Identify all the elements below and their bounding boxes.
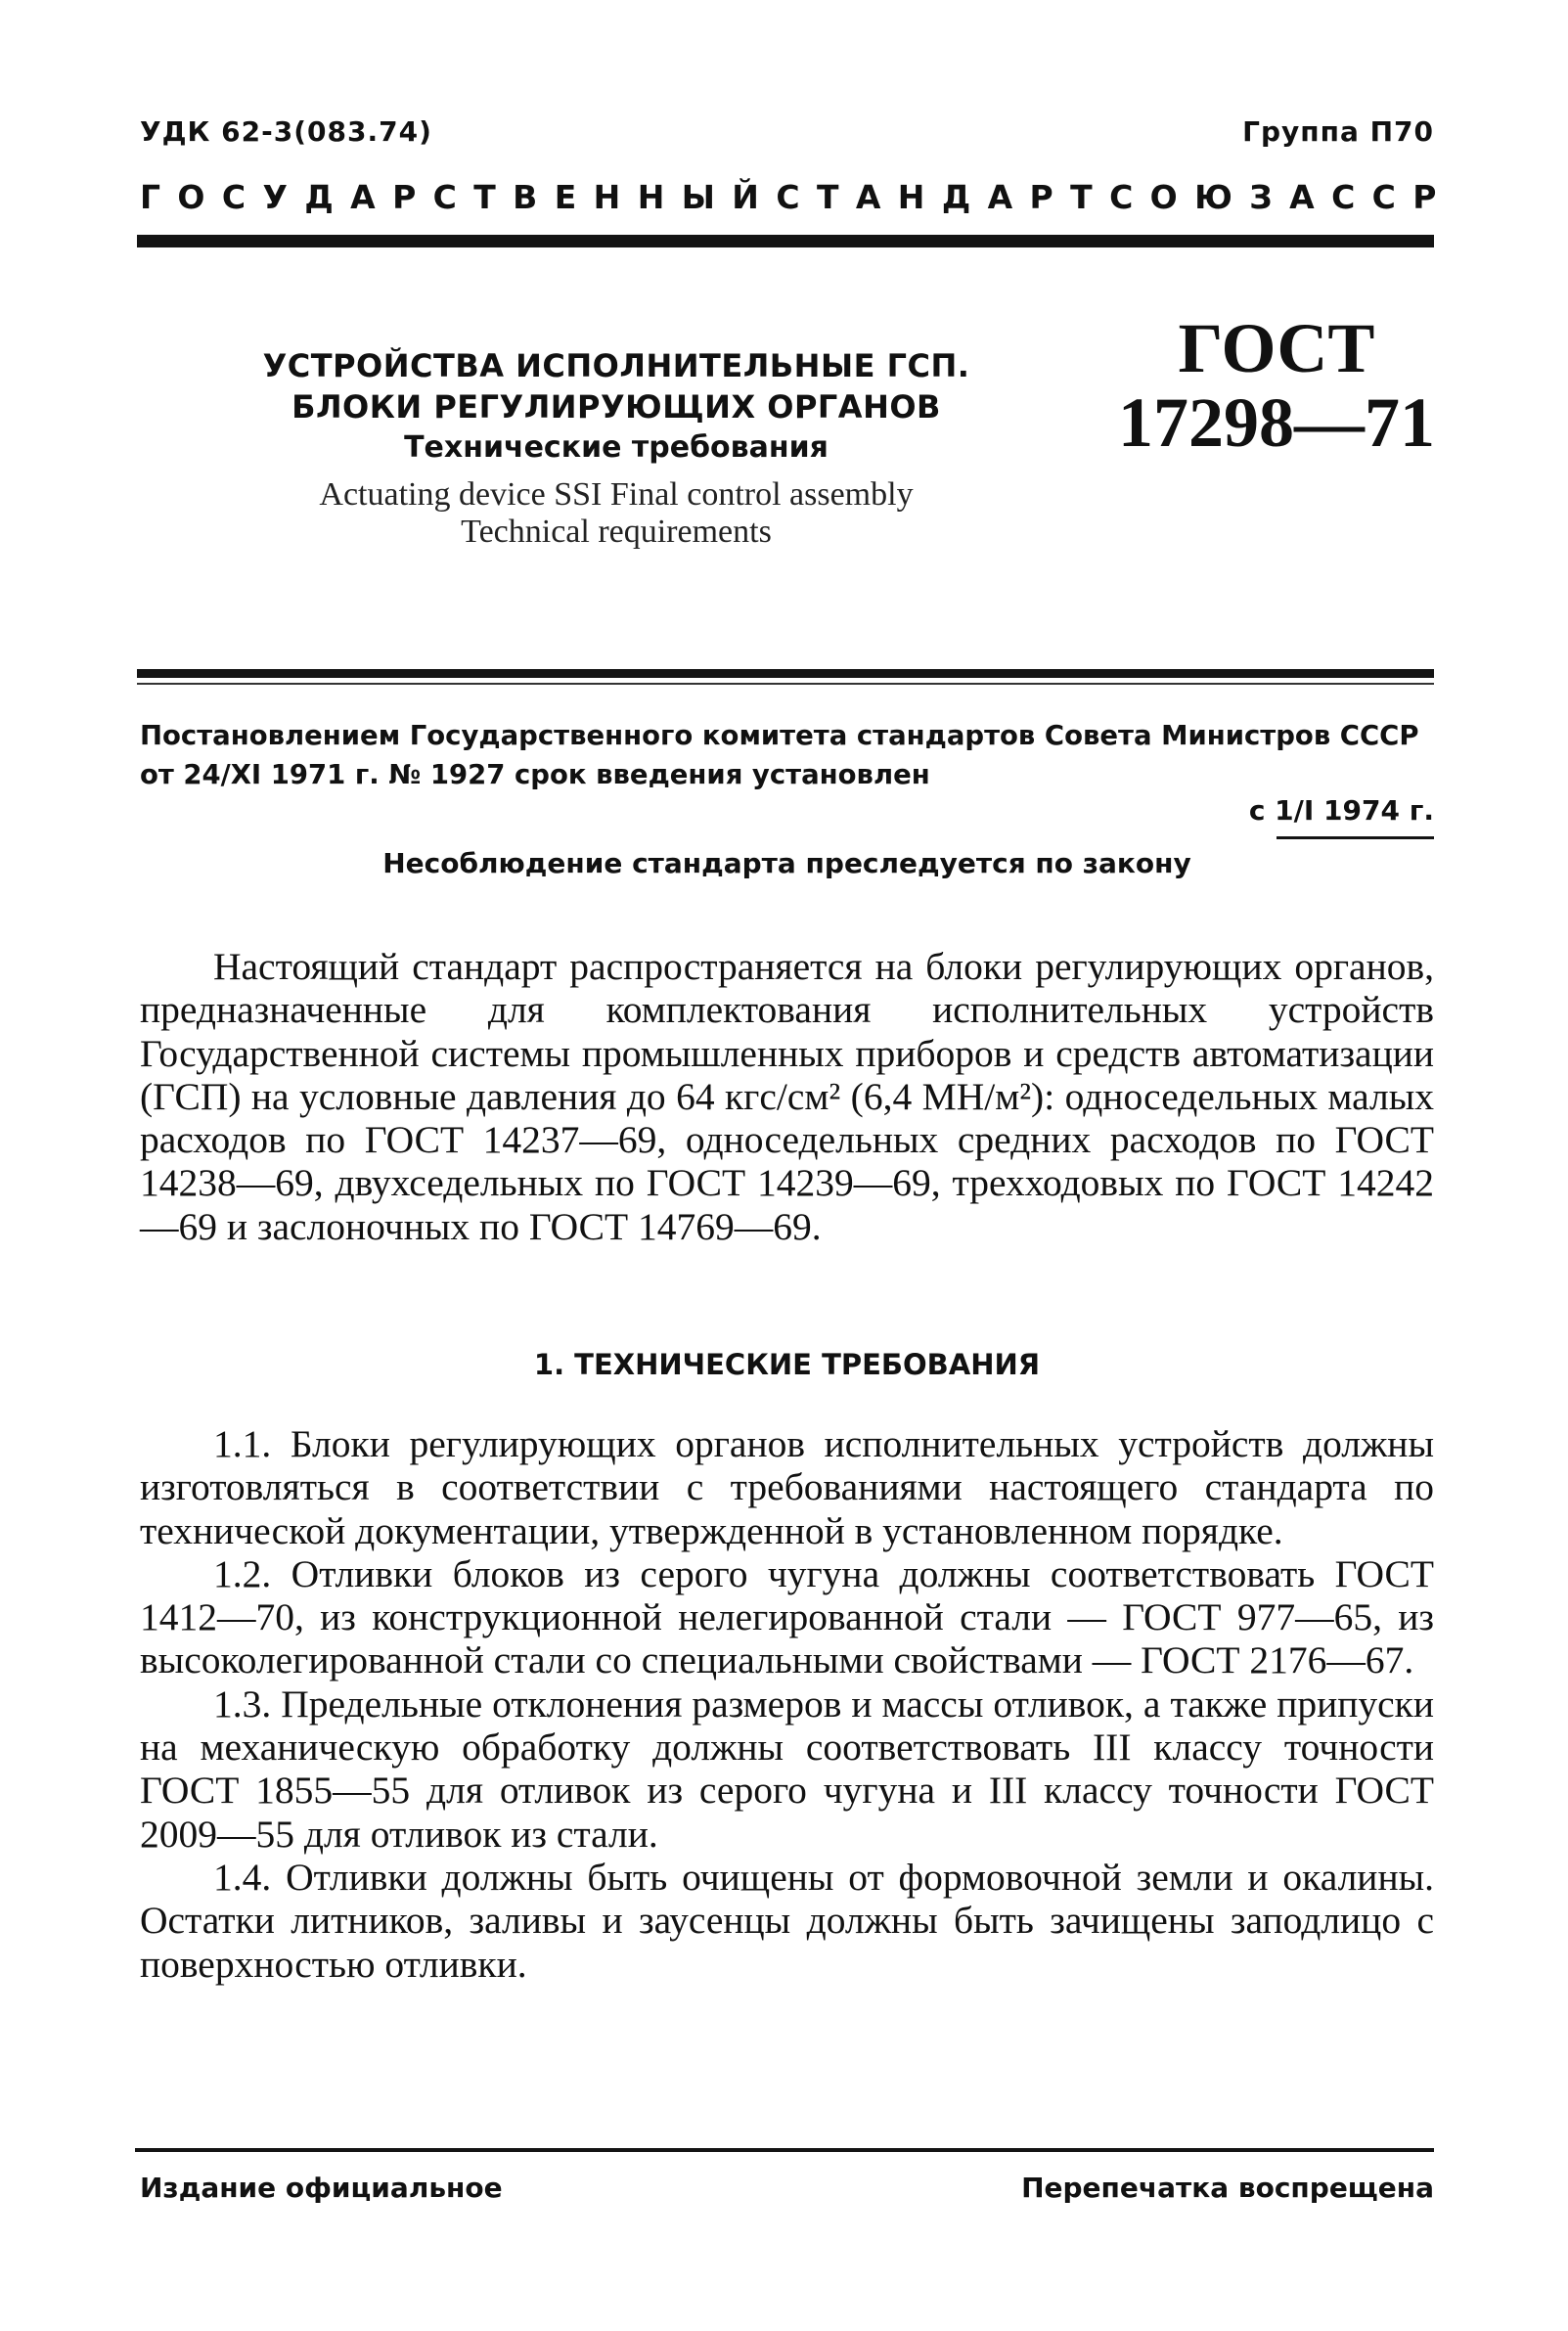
title-block bbox=[196, 345, 1037, 551]
requirement-item: 1.3. Предельные отклонения размеров и массы отливок, а также припуски на механическую обработку должны соответствовать III классу точности ГОСТ 1855—55 для отливок из серого чугуна и III классу точности ГОСТ 2009—55 для отливок из стали. bbox=[140, 1681, 1434, 1856]
decree-line: от 24/XI 1971 г. № 1927 срок введения установлен bbox=[140, 759, 930, 790]
heading-word: ССР bbox=[1331, 178, 1454, 216]
paragraph: Настоящий стандарт распространяется на блоки регулирующих органов, предназначенные для комплектования исполнительных устройств Государственной системы промышленных приборов и средств автоматизации (ГСП) на условные давления до 64 кгс/см² (6,4 МН/м²): односедельных малых расходов по ГОСТ 14237—69, односедельных средних расходов по ГОСТ 14238—69, двухседельных по ГОСТ 14239—69, трехходовых по ГОСТ 14242—69 и заслоночных по ГОСТ 14769—69. bbox=[140, 945, 1434, 1248]
requirement-item: 1.2. Отливки блоков из серого чугуна должны соответствовать ГОСТ 1412—70, из конструкционной нелегированной стали — ГОСТ 977—65, из высоколегированной стали со специальными свойствами — ГОСТ 2176—67. bbox=[140, 1551, 1434, 1682]
title-english-line: Actuating device SSI Final control assembly bbox=[319, 476, 914, 513]
title-english bbox=[196, 476, 1037, 551]
requirement-item: 1.4. Отливки должны быть очищены от формовочной земли и окалины. Остатки литников, заливы и заусенцы должны быть зачищены заподлицо с поверхностью отливки. bbox=[140, 1855, 1434, 1986]
legal-notice: Несоблюдение стандарта преследуется по закону bbox=[382, 847, 1191, 879]
section-heading: 1. ТЕХНИЧЕСКИЕ ТРЕБОВАНИЯ bbox=[533, 1348, 1041, 1381]
decree-text bbox=[140, 716, 1434, 794]
heading-word: СОЮЗА bbox=[1109, 178, 1332, 216]
heading-word: ГОСУДАРСТВЕННЫЙ bbox=[140, 178, 777, 216]
top-rule bbox=[137, 235, 1434, 247]
title-subtitle: Технические требования bbox=[404, 430, 829, 465]
effective-date: с 1/I 1974 г. bbox=[1248, 794, 1434, 827]
title-line: УСТРОЙСТВА ИСПОЛНИТЕЛЬНЫЕ ГСП. bbox=[262, 347, 970, 384]
title-english-line: Technical requirements bbox=[461, 514, 772, 550]
decree-line: Постановлением Государственного комитета стандартов Совета Министров СССР bbox=[140, 720, 1419, 751]
intro-paragraph bbox=[140, 945, 1434, 1248]
requirements-list bbox=[140, 1422, 1434, 1986]
date-underline bbox=[1277, 836, 1434, 839]
middle-rule bbox=[137, 669, 1434, 678]
middle-rule-thin bbox=[137, 683, 1434, 685]
gost-designation bbox=[1115, 311, 1438, 460]
gost-number: 17298—71 bbox=[1118, 383, 1435, 462]
bottom-rule bbox=[135, 2148, 1434, 2152]
heading-word: СТАНДАРТ bbox=[776, 178, 1110, 216]
gost-label: ГОСТ bbox=[1178, 309, 1375, 387]
udk-code: УДК 62-3(083.74) bbox=[140, 115, 432, 148]
title-line: БЛОКИ РЕГУЛИРУЮЩИХ ОРГАНОВ bbox=[291, 388, 941, 426]
group-code: Группа П70 bbox=[1242, 115, 1434, 148]
state-standard-heading bbox=[140, 178, 1454, 216]
footer-edition: Издание официальное bbox=[140, 2172, 503, 2204]
footer-reprint-notice: Перепечатка воспрещена bbox=[1021, 2172, 1434, 2204]
requirement-item: 1.1. Блоки регулирующих органов исполнительных устройств должны изготовляться в соответствии с требованиями настоящего стандарта по технической документации, утвержденной в установленном порядке. bbox=[140, 1422, 1434, 1552]
